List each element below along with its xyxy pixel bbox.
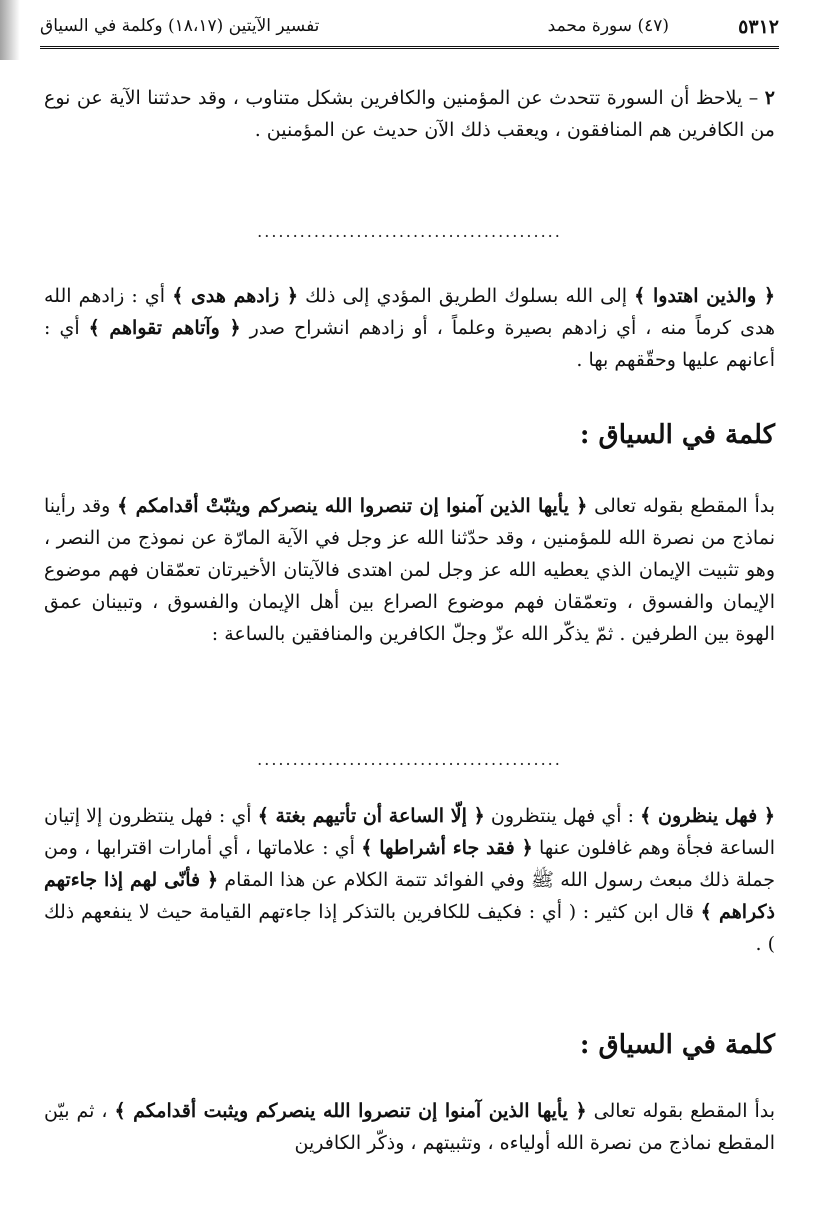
commentary-text: أي : علاماتها ، أي أمارات اقترابها ، ومن جملة ذلك مبعث رسول الله ﷺ وفي الفوائد تتمة الكلام عن هذا المقام xyxy=(44,837,775,891)
section-heading-2: كلمة في السياق : xyxy=(579,1030,775,1060)
section-title: تفسير الآيتين (١٨،١٧) وكلمة في السياق xyxy=(40,16,320,36)
verse-quote: ﴿ فأنّى لهم إذا جاءتهم ذكراهم ﴾ xyxy=(44,869,775,923)
context-text: بدأ المقطع بقوله تعالى xyxy=(587,495,775,517)
section-heading-1: كلمة في السياق : xyxy=(579,420,775,450)
verse-quote: ﴿ فقد جاء أشراطها ﴾ xyxy=(361,837,533,859)
surah-title: (٤٧) سورة محمد xyxy=(547,16,669,36)
page-number: ٥٣١٢ xyxy=(738,16,779,38)
verse-quote: ﴿ فهل ينظرون ﴾ xyxy=(640,805,775,827)
running-header xyxy=(40,14,779,44)
verse-quote: ﴿ والذين اهتدوا ﴾ xyxy=(634,285,775,307)
separator-1: ........................................... xyxy=(257,222,562,241)
note-number: ٢ xyxy=(764,87,775,109)
note-paragraph xyxy=(44,82,775,146)
commentary-text: : أي فهل ينتظرون xyxy=(484,805,641,827)
commentary-text: إلى الله بسلوك الطريق المؤدي إلى ذلك xyxy=(298,285,635,307)
verse-quote: ﴿ وآتاهم تقواهم ﴾ xyxy=(88,317,241,339)
context-text: بدأ المقطع بقوله تعالى xyxy=(586,1100,775,1122)
commentary-text: أي : زادهم الله هدى كرماً منه ، أي زادهم بصيرة وعلماً ، أو زادهم انشراح صدر xyxy=(44,285,775,339)
context-paragraph-2 xyxy=(44,1095,775,1159)
note-text: – يلاحظ أن السورة تتحدث عن المؤمنين والكافرين بشكل متناوب ، وقد حدثتنا الآية عن نوع من الكافرين هم المنافقون ، ويعقب ذلك الآن حديث عن المؤمنين . xyxy=(44,87,775,141)
commentary-text: أي : أعانهم عليها وحقّقهم بها . xyxy=(44,317,775,371)
context-text: ، ثم بيّن المقطع نماذج من نصرة الله أولياءه ، وتثبيتهم ، وذكّر الكافرين xyxy=(44,1100,775,1154)
separator-2: ........................................... xyxy=(257,750,562,769)
scan-edge-shadow xyxy=(0,0,20,60)
verse-quote: ﴿ يأيها الذين آمنوا إن تنصروا الله ينصركم ويثبّتْ أقدامكم ﴾ xyxy=(117,495,588,517)
commentary-text: قال ابن كثير : ( أي : فكيف للكافرين بالتذكر إذا جاءتهم القيامة حيث لا ينفعهم ذلك ) . xyxy=(44,901,775,955)
verse-quote: ﴿ زادهم هدى ﴾ xyxy=(172,285,299,307)
tafsir-verse-17 xyxy=(44,280,775,376)
context-paragraph-1 xyxy=(44,490,775,650)
commentary-text: أي : فهل ينتظرون إلا إتيان الساعة فجأة وهم غافلون عنها xyxy=(44,805,775,859)
verse-quote: ﴿ يأيها الذين آمنوا إن تنصروا الله ينصركم ويثبت أقدامكم ﴾ xyxy=(114,1100,587,1122)
verse-quote: ﴿ إلّا الساعة أن تأتيهم بغتة ﴾ xyxy=(257,805,485,827)
context-text: وقد رأينا نماذج من نصرة الله للمؤمنين ، وقد حدّثنا الله عز وجل في الآية المارّة عن نموذج من النصر ، وهو تثبيت الإيمان الذي يعطيه الله عز وجل لمن اهتدى فالآيتان الأخيرتان تعمّقان فهم موضوع الإيمان والفسوق ، وتعمّقان فهم موضوع الصراع بين أهل الإيمان والفسوق ، وتبينان عمق الهوة بين الطرفين . ثمّ يذكّر الله عزّ وجلّ الكافرين والمنافقين بالساعة : xyxy=(44,495,775,645)
tafsir-verse-18 xyxy=(44,800,775,960)
header-rule xyxy=(40,46,779,49)
